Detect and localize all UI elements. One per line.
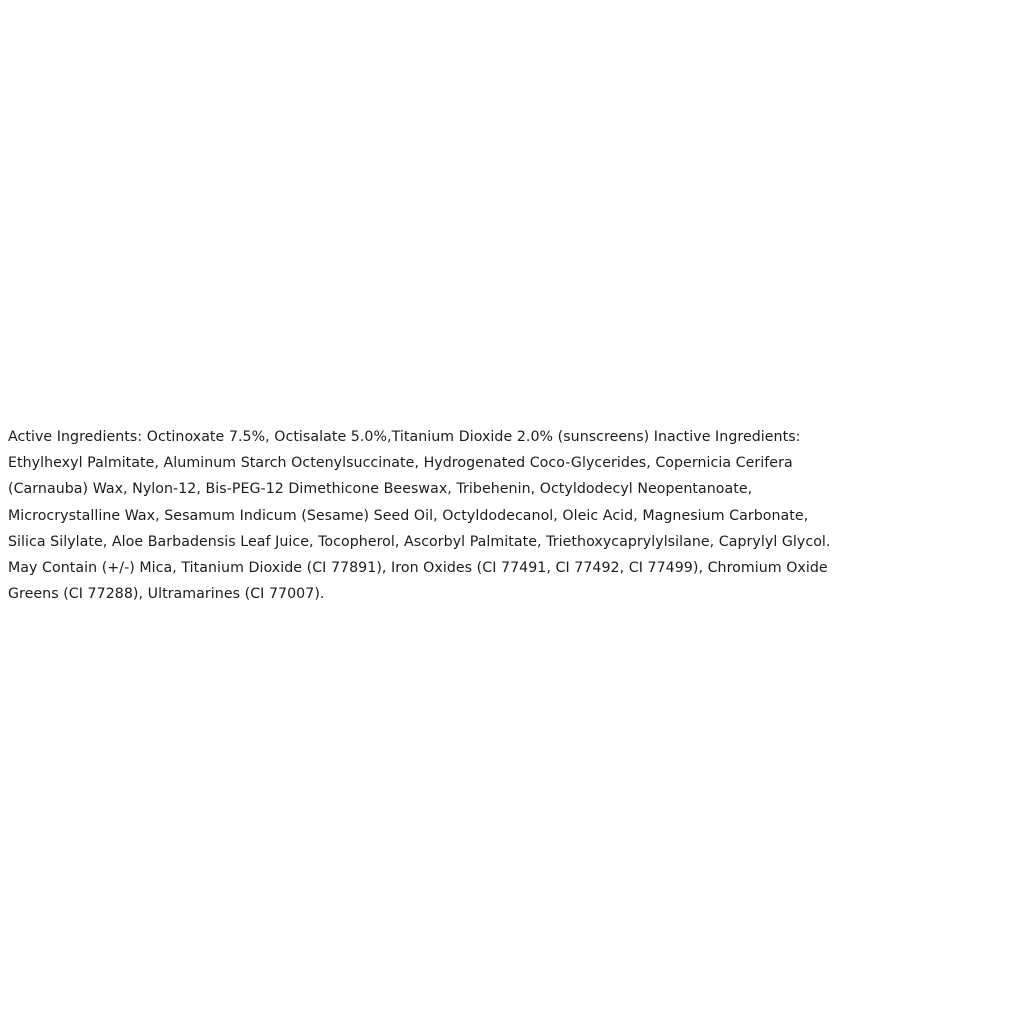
ingredients-line-2: Ethylhexyl Palmitate, Aluminum Starch Octenylsuccinate, Hydrogenated Coco-Glycerides, Copernicia Cerifera [8,455,793,472]
ingredients-line-7: Greens (CI 77288), Ultramarines (CI 77007). [8,586,325,603]
ingredients-line-6: May Contain (+/-) Mica, Titanium Dioxide (CI 77891), Iron Oxides (CI 77491, CI 77492, CI 77499), Chromium Oxide [8,560,828,577]
ingredients-line-5: Silica Silylate, Aloe Barbadensis Leaf Juice, Tocopherol, Ascorbyl Palmitate, Triethoxycaprylylsilane, Caprylyl Glycol. [8,533,831,550]
ingredients-text-block [8,424,1020,607]
ingredients-line-3: (Carnauba) Wax, Nylon-12, Bis-PEG-12 Dimethicone Beeswax, Tribehenin, Octyldodecyl Neopentanoate, [8,481,753,498]
ingredients-line-1: Active Ingredients: Octinoxate 7.5%, Octisalate 5.0%,Titanium Dioxide 2.0% (sunscreens) Inactive Ingredients: [8,429,801,445]
ingredients-line-4: Microcrystalline Wax, Sesamum Indicum (Sesame) Seed Oil, Octyldodecanol, Oleic Acid, Magnesium Carbonate, [8,507,809,524]
